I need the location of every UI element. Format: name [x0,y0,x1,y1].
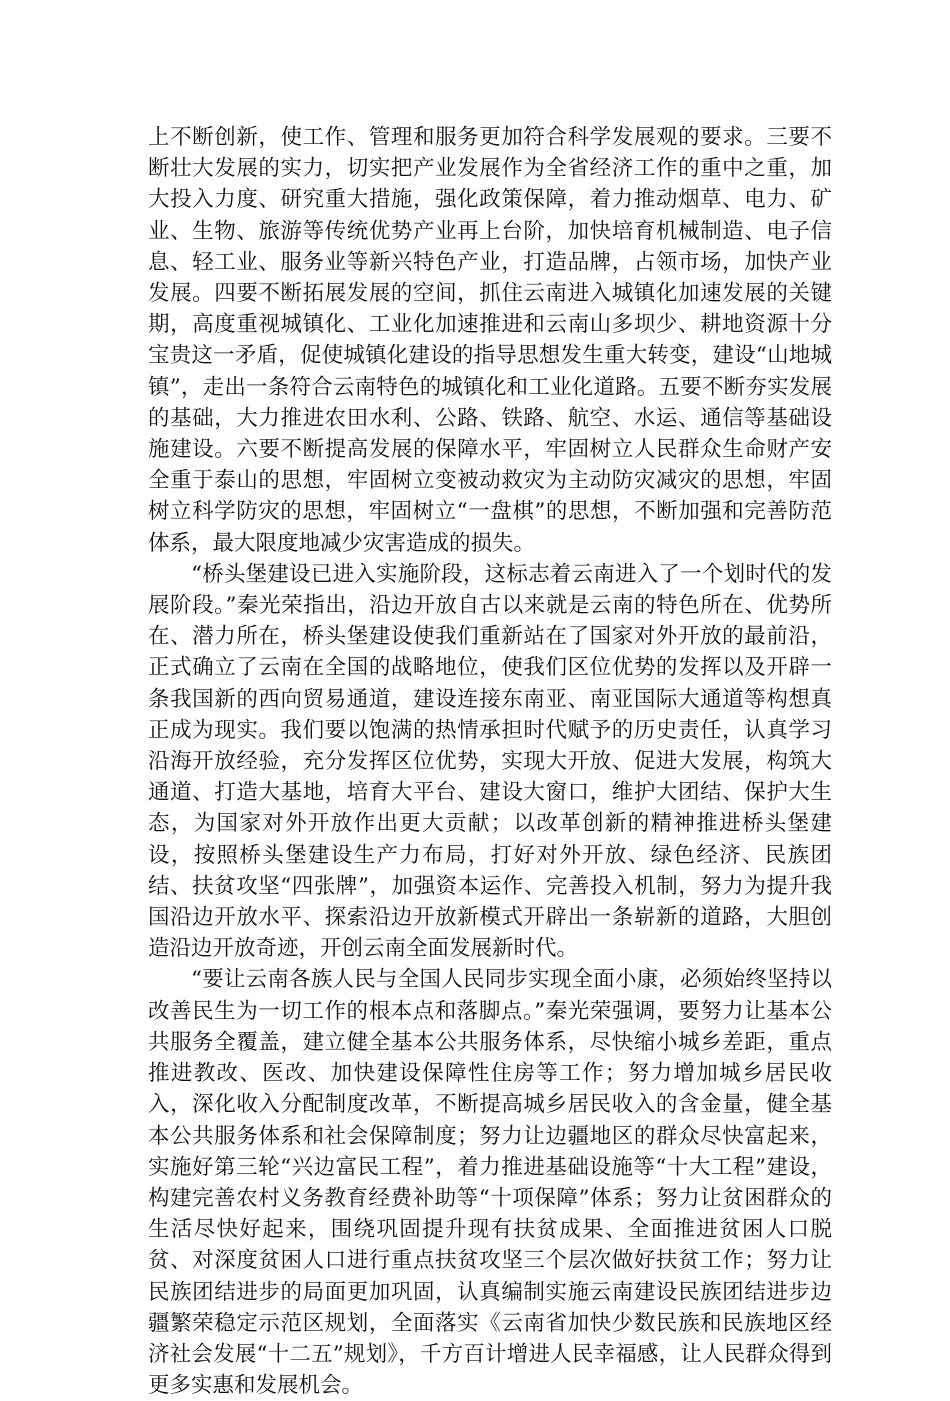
paragraph-livelihood: “要让云南各族人民与全国人民同步实现全面小康，必须始终坚持以改善民生为一切工作的根本点和落脚点。”秦光荣强调，要努力让基本公共服务全覆盖，建立健全基本公共服务体系，尽快缩小城乡差距，重点推进教改、医改、加快建设保障性住房等工作；努力增加城乡居民收入，深化收入分配制度改革，不断提高城乡居民收入的含金量，健全基本公共服务体系和社会保障制度；努力让边疆地区的群众尽快富起来，实施好第三轮“兴边富民工程”，着力推进基础设施等“十大工程”建设，构建完善农村义务教育经费补助等“十项保障”体系；努力让贫困群众的生活尽快好起来，围绕巩固提升现有扶贫成果、全面推进贫困人口脱贫、对深度贫困人口进行重点扶贫攻坚三个层次做好扶贫工作；努力让民族团结进步的局面更加巩固，认真编制实施云南建设民族团结进步边疆繁荣稳定示范区规划，全面落实《云南省加快少数民族和民族地区经济社会发展“十二五”规划》，千方百计增进人民幸福感，让人民群众得到更多实惠和发展机会。 [148,967,832,1399]
paragraph-continued: 上不断创新，使工作、管理和服务更加符合科学发展观的要求。三要不断壮大发展的实力，切实把产业发展作为全省经济工作的重中之重，加大投入力度、研究重大措施，强化政策保障，着力推动烟草、电力、矿业、生物、旅游等传统优势产业再上台阶，加快培育机械制造、电子信息、轻工业、服务业等新兴特色产业，打造品牌，占领市场，加快产业发展。四要不断拓展发展的空间，抓住云南进入城镇化加速发展的关键期，高度重视城镇化、工业化加速推进和云南山多坝少、耕地资源十分宝贵这一矛盾，促使城镇化建设的指导思想发生重大转变，建设“山地城镇”，走出一条符合云南特色的城镇化和工业化道路。五要不断夯实发展的基础，大力推进农田水利、公路、铁路、航空、水运、通信等基础设施建设。六要不断提高发展的保障水平，牢固树立人民群众生命财产安全重于泰山的思想，牢固树立变被动救灾为主动防灾减灾的思想，牢固树立科学防灾的思想，牢固树立“一盘棋”的思想，不断加强和完善防范体系，最大限度地减少灾害造成的损失。 [148,125,832,556]
article-body [148,122,832,1401]
paragraph-bridgehead: “桥头堡建设已进入实施阶段，这标志着云南进入了一个划时代的发展阶段。”秦光荣指出，沿边开放自古以来就是云南的特色所在、优势所在、潜力所在，桥头堡建设使我们重新站在了国家对外开放的最前沿，正式确立了云南在全国的战略地位，使我们区位优势的发挥以及开辟一条我国新的西向贸易通道，建设连接东南亚、南亚国际大通道等构想真正成为现实。我们要以饱满的热情承担时代赋予的历史责任，认真学习沿海开放经验，充分发挥区位优势，实现大开放、促进大发展，构筑大通道、打造大基地，培育大平台、建设大窗口，维护大团结、保护大生态，为国家对外开放作出更大贡献；以改革创新的精神推进桥头堡建设，按照桥头堡建设生产力布局，打好对外开放、绿色经济、民族团结、扶贫攻坚“四张牌”，加强资本运作、完善投入机制，努力为提升我国沿边开放水平、探索沿边开放新模式开辟出一条崭新的道路，大胆创造沿边开放奇迹，开创云南全面发展新时代。 [148,561,832,962]
